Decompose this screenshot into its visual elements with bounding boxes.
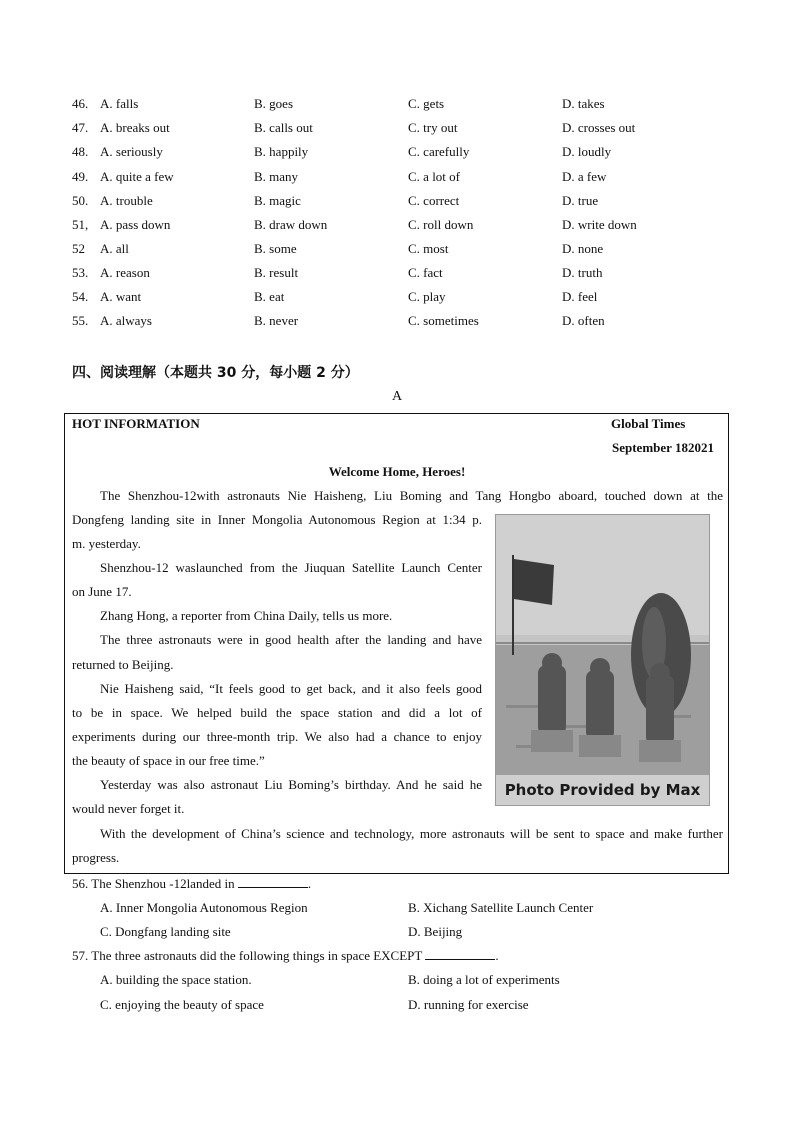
cloze-row-46 (72, 94, 722, 114)
article-line: The Shenzhou-12with astronauts Nie Haisheng, Liu Boming and Tang Hongbo aboard, touched down at the (100, 488, 723, 503)
option-c: C. sometimes (408, 313, 479, 328)
question-stem-end: . (495, 948, 499, 963)
article-line: would never forget it. (72, 801, 185, 816)
option-a: A. breaks out (100, 120, 170, 135)
article-date: September 182021 (612, 440, 714, 455)
option-c: C. roll down (408, 217, 474, 232)
option-a: A. reason (100, 265, 150, 280)
article-photo (495, 514, 710, 806)
article-headline: Welcome Home, Heroes! (328, 464, 466, 479)
question-number: 54. (72, 289, 89, 304)
question-number: 48. (72, 144, 89, 159)
cloze-row-51 (72, 215, 722, 235)
question-number: 49. (72, 169, 89, 184)
question-stem-end: . (307, 876, 312, 891)
q56-option-d: D. Beijing (408, 924, 463, 939)
option-d: D. true (562, 193, 599, 208)
question-stem: 56. The Shenzhou -12landed in (72, 876, 238, 891)
option-b: B. calls out (254, 120, 313, 135)
option-a: A. pass down (100, 217, 171, 232)
question-number: 52 (72, 241, 85, 256)
article-line: the beauty of space in our free time.” (72, 753, 265, 768)
option-d: D. takes (562, 96, 605, 111)
article-line: The three astronauts were in good health after the landing and have (100, 632, 482, 647)
option-a: A. want (100, 289, 142, 304)
article-line: Zhang Hong, a reporter from China Daily, tells us more. (100, 608, 393, 623)
article-line: on June 17. (72, 584, 132, 599)
question-stem: 57. The three astronauts did the following things in space EXCEPT (72, 948, 426, 963)
passage-label: A (391, 389, 403, 404)
q57-option-c: C. enjoying the beauty of space (100, 997, 264, 1012)
option-c: C. fact (408, 265, 443, 280)
q56-option-a: A. Inner Mongolia Autonomous Region (100, 900, 308, 915)
question-number: 53. (72, 265, 89, 280)
cloze-row-47 (72, 118, 722, 138)
option-a: A. seriously (100, 144, 163, 159)
option-d: D. feel (562, 289, 598, 304)
q57-option-b: B. doing a lot of experiments (408, 972, 560, 987)
q57-option-a: A. building the space station. (100, 972, 252, 987)
article-header-label: HOT INFORMATION (72, 416, 200, 431)
article-line: Nie Haisheng said, “It feels good to get back, and it also feels good (100, 681, 482, 696)
question-57 (72, 946, 499, 966)
q57-option-d: D. running for exercise (408, 997, 529, 1012)
option-b: B. draw down (254, 217, 328, 232)
cloze-row-48 (72, 142, 722, 162)
cloze-row-55 (72, 311, 722, 331)
option-a: A. falls (100, 96, 139, 111)
option-c: C. carefully (408, 144, 470, 159)
astronauts-photo-illustration (496, 515, 709, 777)
cloze-row-52 (72, 239, 722, 259)
option-b: B. eat (254, 289, 285, 304)
answer-blank (425, 947, 495, 960)
cloze-row-50 (72, 191, 722, 211)
option-b: B. goes (254, 96, 293, 111)
option-c: C. a lot of (408, 169, 460, 184)
article-line: m. yesterday. (72, 536, 141, 551)
option-b: B. magic (254, 193, 301, 208)
option-a: A. quite a few (100, 169, 174, 184)
option-b: B. never (254, 313, 299, 328)
option-d: D. a few (562, 169, 607, 184)
question-number: 46. (72, 96, 89, 111)
option-a: A. always (100, 313, 152, 328)
question-56 (72, 874, 311, 894)
option-d: D. often (562, 313, 605, 328)
option-d: D. write down (562, 217, 637, 232)
q56-option-b: B. Xichang Satellite Launch Center (408, 900, 594, 915)
section-title: 四、阅读理解（本题共 30 分，每小题 2 分） (72, 365, 359, 381)
option-b: B. some (254, 241, 297, 256)
q56-option-c: C. Dongfang landing site (100, 924, 231, 939)
option-a: A. all (100, 241, 129, 256)
option-b: B. happily (254, 144, 309, 159)
cloze-row-53 (72, 263, 722, 283)
option-c: C. most (408, 241, 449, 256)
article-line: progress. (72, 850, 120, 865)
question-number: 51, (72, 217, 89, 232)
option-d: D. crosses out (562, 120, 636, 135)
option-b: B. many (254, 169, 299, 184)
article-line: to be in space. We helped build the space station and did a lot of (72, 705, 482, 720)
article-line: Yesterday was also astronaut Liu Boming’s birthday. And he said he (100, 777, 482, 792)
answer-blank (238, 875, 308, 888)
question-number: 55. (72, 313, 89, 328)
cloze-row-49 (72, 167, 722, 187)
option-c: C. play (408, 289, 446, 304)
photo-caption: Photo Provided by Max (496, 775, 709, 805)
option-a: A. trouble (100, 193, 153, 208)
question-number: 50. (72, 193, 89, 208)
option-d: D. truth (562, 265, 603, 280)
article-line: Dongfeng landing site in Inner Mongolia Autonomous Region at 1:34 p. (72, 512, 482, 527)
option-b: B. result (254, 265, 299, 280)
cloze-row-54 (72, 287, 722, 307)
question-number: 47. (72, 120, 89, 135)
option-c: C. gets (408, 96, 445, 111)
article-line: returned to Beijing. (72, 657, 174, 672)
option-c: C. correct (408, 193, 460, 208)
option-d: D. none (562, 241, 604, 256)
article-line: Shenzhou-12 waslaunched from the Jiuquan Satellite Launch Center (100, 560, 482, 575)
article-line: experiments during our three-month trip. We also had a chance to enjoy (72, 729, 482, 744)
article-source: Global Times (611, 416, 686, 431)
option-d: D. loudly (562, 144, 612, 159)
article-line: With the development of China’s science and technology, more astronauts will be sent to space and make further (100, 826, 723, 841)
option-c: C. try out (408, 120, 458, 135)
